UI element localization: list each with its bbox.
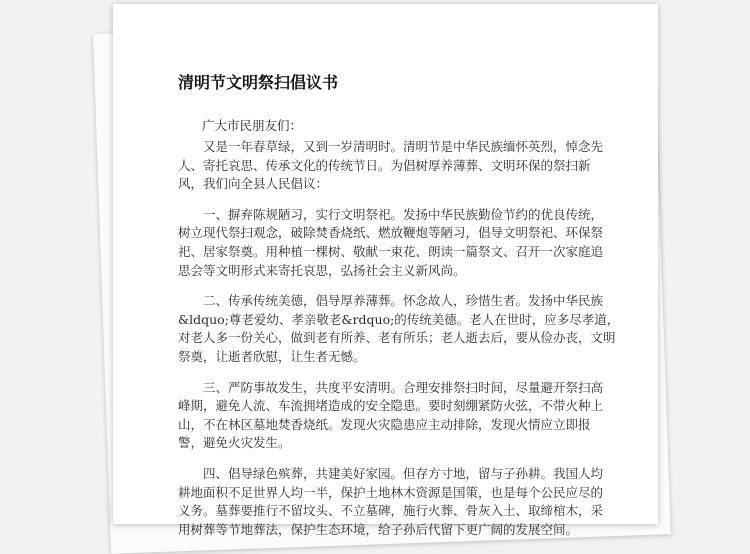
document-body <box>178 138 620 551</box>
paragraph-three <box>178 379 604 453</box>
text-line: 又是一年春草绿，又到一岁清明时。清明节是中华民族缅怀英烈，悼念先 <box>203 139 604 154</box>
paragraph-two <box>178 292 620 366</box>
text-line: &ldquo;尊老爱幼、孝亲敬老&rdquo;的传统美德。老人在世时，应多尽孝道， <box>178 311 620 327</box>
text-line: 二、传承传统美德，倡导厚养薄葬。怀念故人，珍惜生者。发扬中华民族 <box>203 293 604 309</box>
paragraph-intro <box>178 138 604 194</box>
text-line: 对老人多一份关心，做到老有所养、老有所乐；老人逝去后，要从俭办丧，文明 <box>178 330 616 346</box>
text-line: 峰期，避免人流、车流拥堵造成的安全隐患。要时刻绷紧防火弦，不带火种上 <box>178 398 604 414</box>
document-page <box>113 4 658 537</box>
text-line: 警，避免火灾发生。 <box>178 435 291 451</box>
text-line: 人、寄托哀思、传承文化的传统节日。为倡树厚养薄葬、文明环保的祭扫新 <box>178 157 591 173</box>
text-line: 一、摒弃陈规陋习，实行文明祭祀。发扬中华民族勤俭节约的优良传统， <box>203 206 604 222</box>
text-line: 用树葬等节地葬法，保护生态环境，给子孙后代留下更广阔的发展空间。 <box>178 521 579 537</box>
text-line: 三、严防事故发生，共度平安清明。合理安排祭扫时间，尽量避开祭扫高 <box>203 379 604 395</box>
text-line: 义务。墓葬要推行不留坟头、不立墓碑，施行火葬、骨灰入土、取缔棺木，采 <box>178 503 604 519</box>
text-line: 祀、居家祭奠。用种植一棵树、敬献一束花、朗读一篇祭文、召开一次家庭追 <box>178 243 604 259</box>
text-line: 祭奠，让逝者欣慰，让生者无憾。 <box>178 348 366 364</box>
text-line: 树立现代祭扫观念，破除焚香烧纸、燃放鞭炮等陋习，倡导文明祭祀、环保祭 <box>178 225 604 241</box>
text-line: 思会等文明形式来寄托哀思，弘扬社会主义新风尚。 <box>178 262 466 278</box>
paragraph-one <box>178 206 604 280</box>
paragraph-four <box>178 465 604 539</box>
text-line: 四、倡导绿色殡葬，共建美好家园。但存方寸地，留与子孙耕。我国人均 <box>203 465 604 481</box>
document-title: 清明节文明祭扫倡议书 <box>178 73 339 92</box>
text-line: 耕地面积不足世界人均一半，保护土地林木资源是国策，也是每个公民应尽的 <box>178 484 604 500</box>
text-line: 风，我们向全县人民倡议： <box>178 176 329 192</box>
salutation: 广大市民朋友们： <box>202 118 303 133</box>
text-line: 山，不在林区墓地焚香烧纸。发现火灾隐患应主动排除，发现火情应立即报 <box>178 416 591 432</box>
